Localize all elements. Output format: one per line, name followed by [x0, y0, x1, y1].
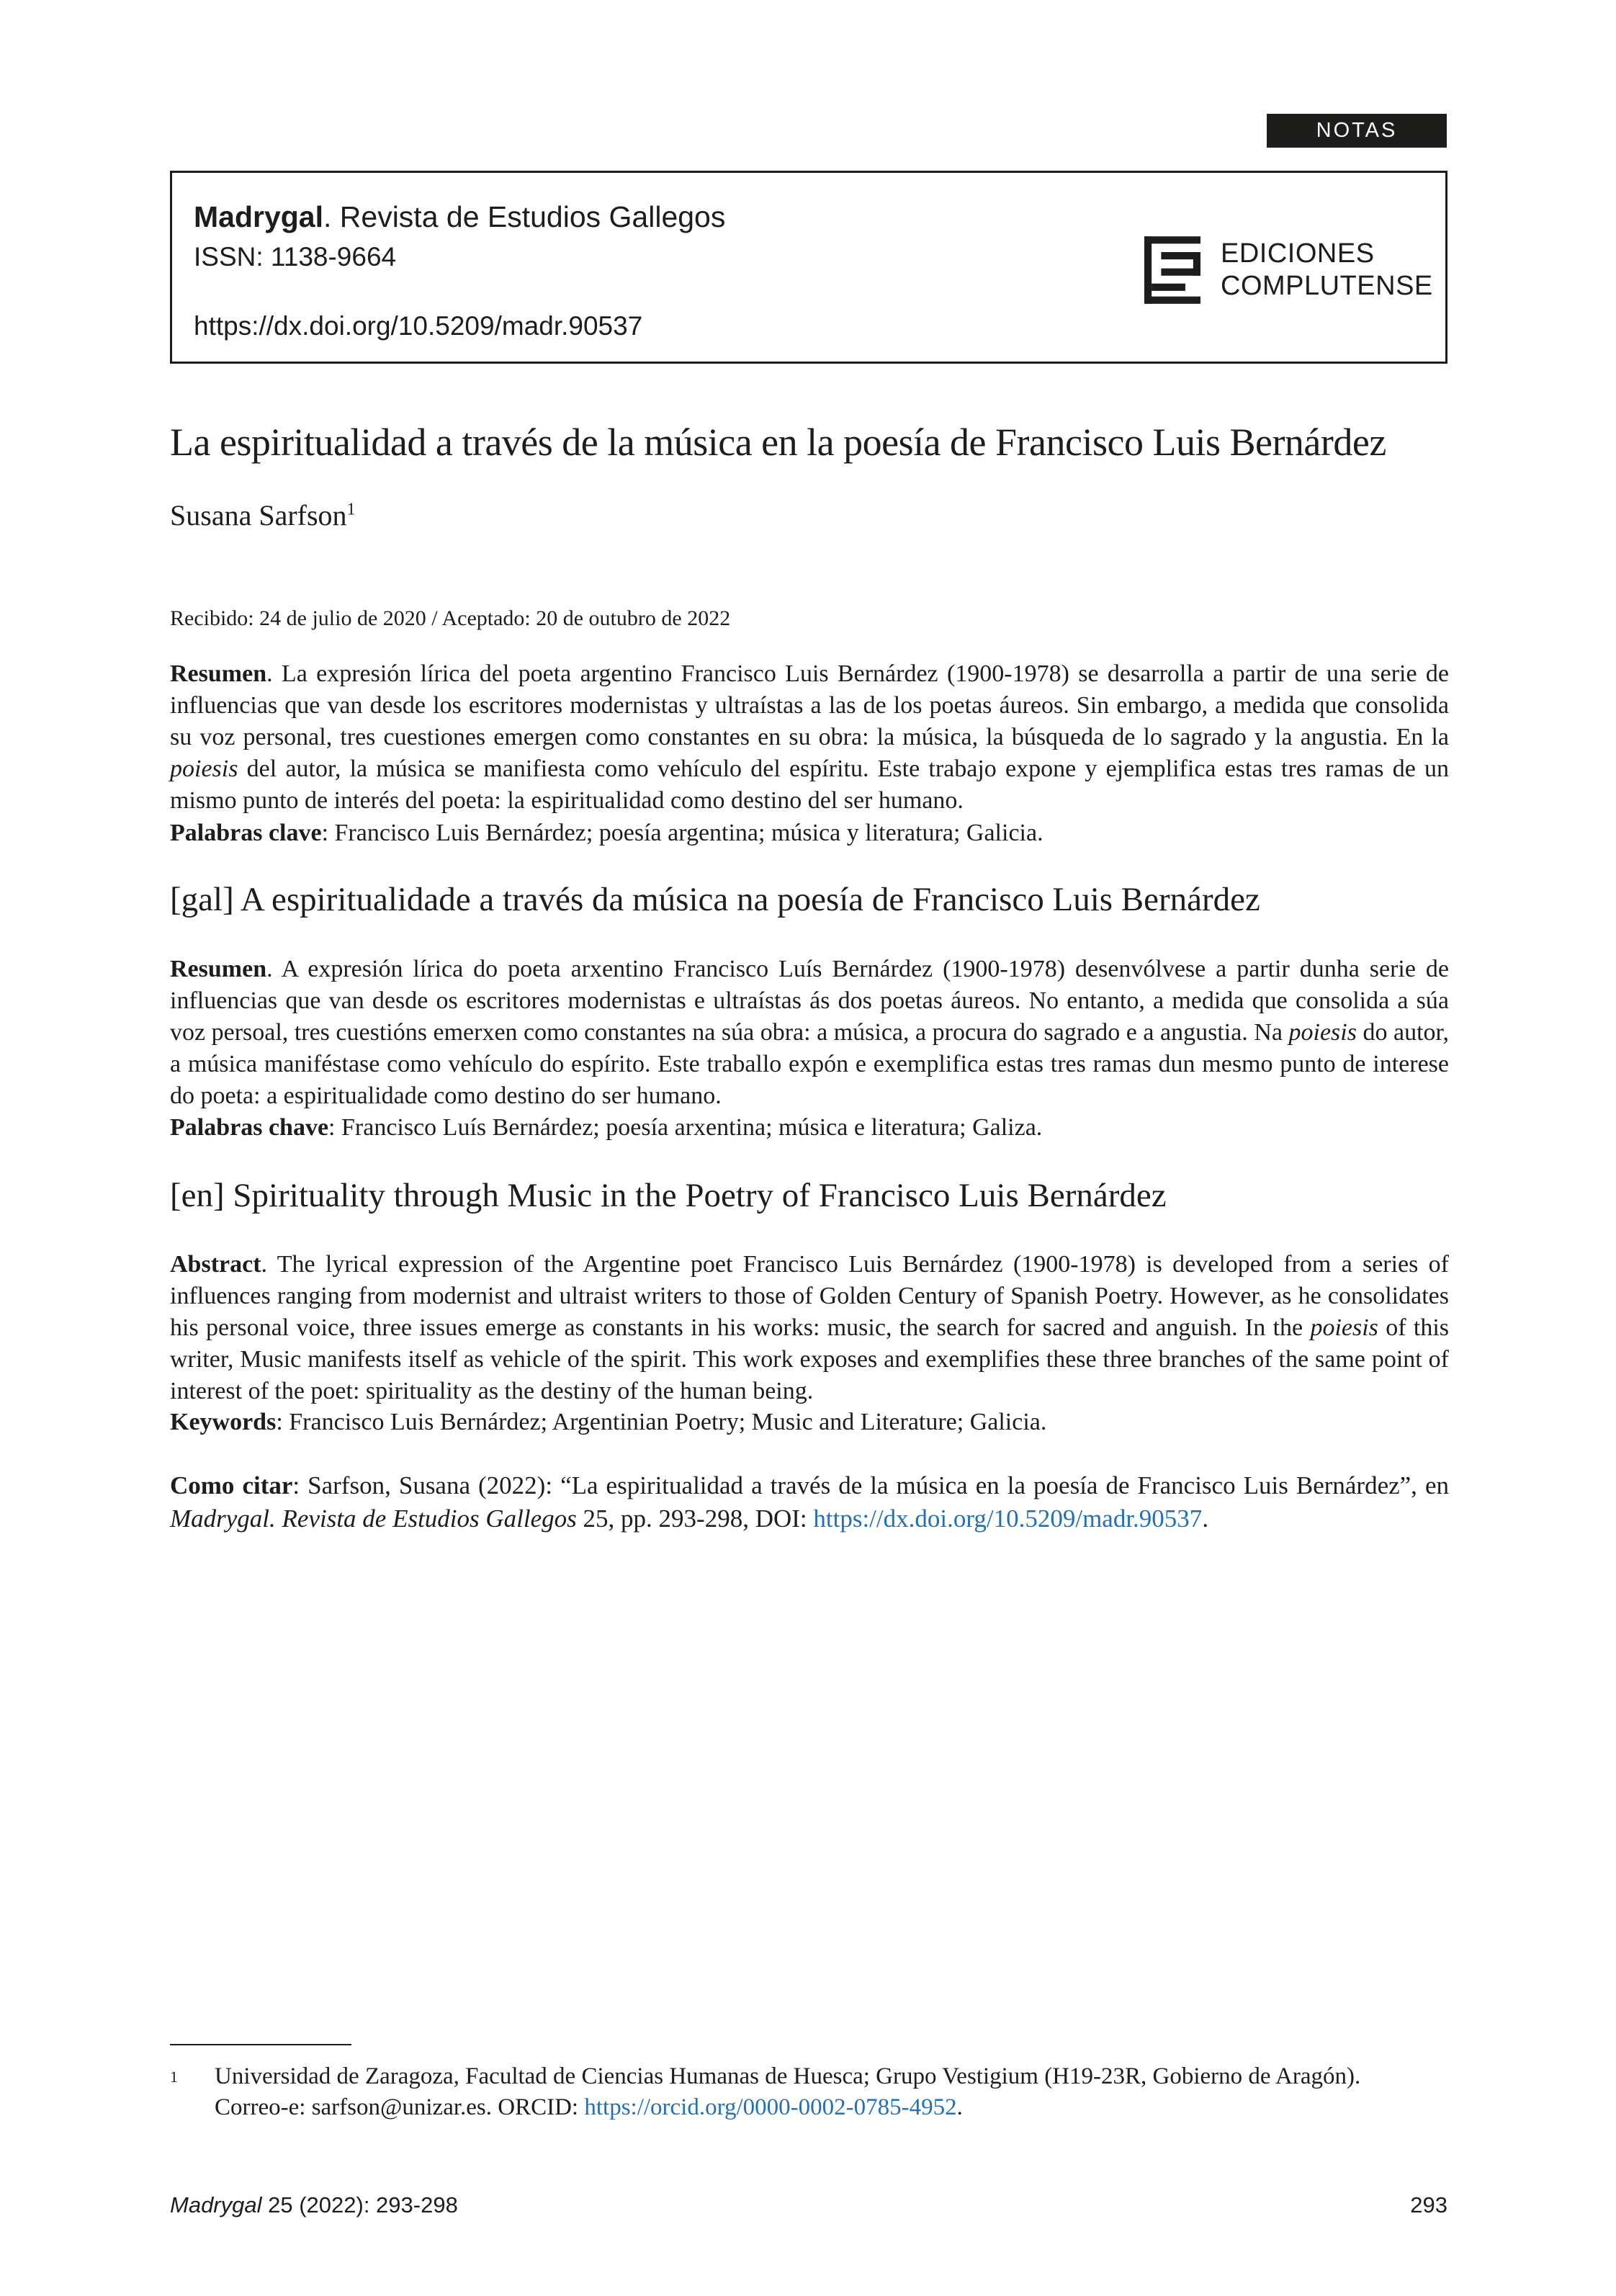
ediciones-complutense-logo-icon: [1144, 235, 1200, 305]
footnote-affiliation: Universidad de Zaragoza, Facultad de Ciencias Humanas de Huesca; Grupo Vestigium (H19-23R, Gobierno de Aragón).: [215, 2063, 1361, 2089]
received-accepted-dates: Recibido: 24 de julio de 2020 / Aceptado: 20 de outubro de 2022: [170, 606, 731, 630]
journal-doi: https://dx.doi.org/10.5209/madr.90537: [194, 311, 643, 341]
notas-label: NOTAS: [1316, 119, 1398, 142]
abstract-galician-italic-term: poiesis: [1288, 1019, 1357, 1046]
abstract-spanish: [170, 658, 1449, 817]
keywords-spanish: [170, 820, 1449, 847]
keywords-english: [170, 1409, 1449, 1436]
citation-doi-link[interactable]: https://dx.doi.org/10.5209/madr.90537: [813, 1504, 1203, 1533]
footnote-period: .: [956, 2094, 963, 2120]
footer-issue-info: 25 (2022): 293-298: [261, 2192, 458, 2217]
page-number: 293: [1410, 2192, 1447, 2217]
abstract-english-text-1: . The lyrical expression of the Argentine poet Francisco Luis Bernárdez (1900-1978) is developed from a series of influences ranging from modernist and ultraist writers to those of Golden Century of Spanish Poetry. However, as he consolidates his personal voice, three issues emerge as constants in his works: music, the search for sacred and anguish. In the: [170, 1251, 1449, 1341]
abstract-english-italic-term: poiesis: [1310, 1314, 1378, 1341]
keywords-spanish-list: : Francisco Luis Bernárdez; poesía argentina; música y literatura; Galicia.: [321, 820, 1043, 846]
abstract-galician-text-2: do autor, a música maniféstase como vehículo do espírito. Este traballo expón e exemplifica estas tres ramas dun mesmo punto de interese do poeta: a espiritualidade como destino do ser humano.: [170, 1019, 1449, 1109]
how-to-cite-label: Como citar: [170, 1471, 293, 1499]
page-footer: [170, 2192, 1447, 2218]
publisher-line1: EDICIONES: [1221, 238, 1375, 269]
abstract-galician-label: Resumen: [170, 956, 267, 982]
keywords-english-list: : Francisco Luis Bernárdez; Argentinian Poetry; Music and Literature; Galicia.: [276, 1409, 1047, 1435]
section-heading-english: [en] Spirituality through Music in the Poetry of Francisco Luis Bernárdez: [170, 1177, 1167, 1214]
section-heading-galician: [gal] A espiritualidade a través da música na poesía de Francisco Luis Bernárdez: [170, 881, 1260, 918]
keywords-galician-label: Palabras chave: [170, 1114, 329, 1141]
how-to-cite: [170, 1469, 1449, 1535]
keywords-galician-list: : Francisco Luís Bernárdez; poesía arxentina; música e literatura; Galiza.: [328, 1114, 1043, 1141]
footnote-separator-rule: [170, 2044, 351, 2045]
article-title: La espiritualidad a través de la música en la poesía de Francisco Luis Bernárdez: [170, 421, 1386, 464]
journal-issn: ISSN: 1138-9664: [194, 242, 397, 272]
author-line: [170, 498, 356, 532]
footnote-marker: 1: [170, 2068, 178, 2086]
footnote-email: Correo-e: sarfson@unizar.es. ORCID:: [215, 2094, 585, 2120]
publisher-name: [1221, 238, 1433, 302]
author-footnote-ref: 1: [346, 500, 356, 519]
abstract-english: [170, 1249, 1449, 1407]
publisher-block: [1144, 235, 1433, 305]
abstract-spanish-label: Resumen: [170, 660, 267, 687]
journal-header-box: [170, 171, 1447, 364]
footnote-1: [170, 2061, 1449, 2123]
how-to-cite-journal: Madrygal. Revista de Estudios Gallegos: [170, 1504, 577, 1533]
keywords-spanish-label: Palabras clave: [170, 820, 322, 846]
how-to-cite-text-1: : Sarfson, Susana (2022): “La espiritualidad a través de la música en la poesía de Francisco Luis Bernárdez”, en: [292, 1471, 1449, 1499]
publisher-line2: COMPLUTENSE: [1221, 271, 1433, 301]
abstract-galician-text-1: . A expresión lírica do poeta arxentino Francisco Luís Bernárdez (1900-1978) desenvólvese a partir dunha serie de influencias que van desde os escritores modernistas e ultraístas ás dos poetas áureos. No entanto, a medida que consolida a súa voz persoal, tres cuestións emerxen como constantes na súa obra: a música, a procura do sagrado e a angustia. Na: [170, 956, 1449, 1046]
abstract-spanish-italic-term: poiesis: [170, 755, 238, 782]
abstract-spanish-text-1: . La expresión lírica del poeta argentino Francisco Luis Bernárdez (1900-1978) se desarrolla a partir de una serie de influencias que van desde los escritores modernistas y ultraístas a las de los poetas áureos. Sin embargo, a medida que consolida su voz personal, tres cuestiones emergen como constantes en su obra: la música, la búsqueda de lo sagrado y la angustia. En la: [170, 660, 1449, 750]
journal-name-rest: . Revista de Estudios Gallegos: [323, 200, 726, 233]
how-to-cite-period: .: [1202, 1504, 1209, 1533]
abstract-english-text-2: of this writer, Music manifests itself as vehicle of the spirit. This work exposes and exemplifies these three branches of the same point of interest of the poet: spirituality as the destiny of the human being.: [170, 1314, 1449, 1404]
abstract-galician: [170, 954, 1449, 1112]
notas-badge: [1267, 114, 1447, 148]
footer-journal-name: Madrygal: [170, 2192, 262, 2217]
keywords-english-label: Keywords: [170, 1409, 277, 1435]
how-to-cite-text-2: 25, pp. 293-298, DOI:: [576, 1504, 814, 1533]
abstract-spanish-text-2: del autor, la música se manifiesta como vehículo del espíritu. Este trabajo expone y ejemplifica estas tres ramas de un mismo punto de interés del poeta: la espiritualidad como destino del ser humano.: [170, 755, 1449, 814]
footnote-text: [215, 2061, 1449, 2123]
journal-name: [194, 200, 725, 234]
abstract-english-label: Abstract: [170, 1251, 261, 1278]
keywords-galician: [170, 1114, 1449, 1142]
journal-name-bold: Madrygal: [194, 200, 323, 233]
author-name: Susana Sarfson: [170, 499, 347, 532]
orcid-link[interactable]: https://orcid.org/0000-0002-0785-4952: [584, 2094, 957, 2120]
footer-journal-info: [170, 2192, 458, 2218]
footnote-contact: [215, 2092, 1449, 2123]
